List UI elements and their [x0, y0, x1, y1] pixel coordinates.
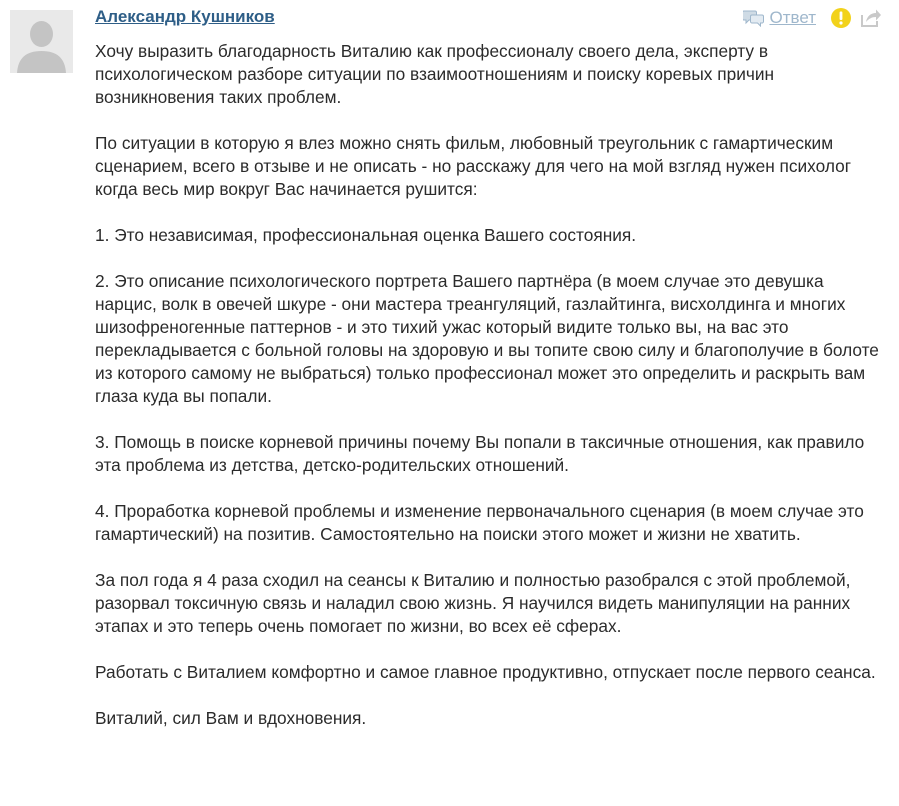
exclamation-icon[interactable]	[830, 7, 852, 29]
review-paragraph: 3. Помощь в поиске корневой причины почему Вы попали в таксичные отношения, как правило эта проблема из детства, детско-родительских отношений.	[95, 432, 865, 475]
reply-button[interactable]	[743, 8, 816, 28]
share-arrow-icon[interactable]	[860, 8, 882, 28]
review-paragraph: 1. Это независимая, профессиональная оценка Вашего состояния.	[95, 225, 637, 245]
review-text	[95, 40, 890, 730]
review-paragraph: За пол года я 4 раза сходил на сеансы к Виталию и полностью разобрался с этой проблемой, разорвал токсичную связь и наладил свою жизнь. Я научился видеть манипуляции на ранних этапах и это теперь очень помогает по жизни, во всех её сферах.	[95, 570, 851, 636]
review-paragraph: 2. Это описание психологического портрета Вашего партнёра (в моем случае это девушка нарцис, волк в овечей шкуре - они мастера треангуляций, газлайтинга, висхолдинга и многих шизофреногенные паттернов - и это тихий ужас который видите только вы, на вас это перекладывается с больной головы на здоровую и вы топите свою силу и благополучие в болоте из которого самому не выбраться) только профессионал может это определить и раскрыть вам глаза куда вы попали.	[95, 271, 879, 406]
review-paragraph: 4. Проработка корневой проблемы и изменение первоначального сценария (в моем случае это гамартический) на позитив. Самостоятельно на поиски этого может и жизни не хватить.	[95, 501, 864, 544]
review-paragraph: Виталий, сил Вам и вдохновения.	[95, 708, 367, 728]
reply-label: Ответ	[769, 8, 816, 27]
chat-bubbles-icon	[743, 9, 765, 27]
review-paragraph: По ситуации в которую я влез можно снять фильм, любовный треугольник с гамартическим сценарием, всего в отзыве и не описать - но расскажу для чего на мой взгляд нужен психолог когда весь мир вокруг Вас начинается рушится:	[95, 133, 852, 199]
review-paragraph: Хочу выразить благодарность Виталию как профессионалу своего дела, эксперту в психологическом разборе ситуации по взаимоотношениям и поиску коревых причин возникновения таких проблем.	[95, 41, 775, 107]
user-silhouette-icon	[10, 10, 73, 73]
avatar[interactable]	[10, 10, 73, 73]
review-actions	[743, 6, 882, 30]
review-paragraph: Работать с Виталием комфортно и самое главное продуктивно, отпускает после первого сеанса.	[95, 662, 876, 682]
author-name-link[interactable]: Александр Кушников	[95, 7, 275, 26]
